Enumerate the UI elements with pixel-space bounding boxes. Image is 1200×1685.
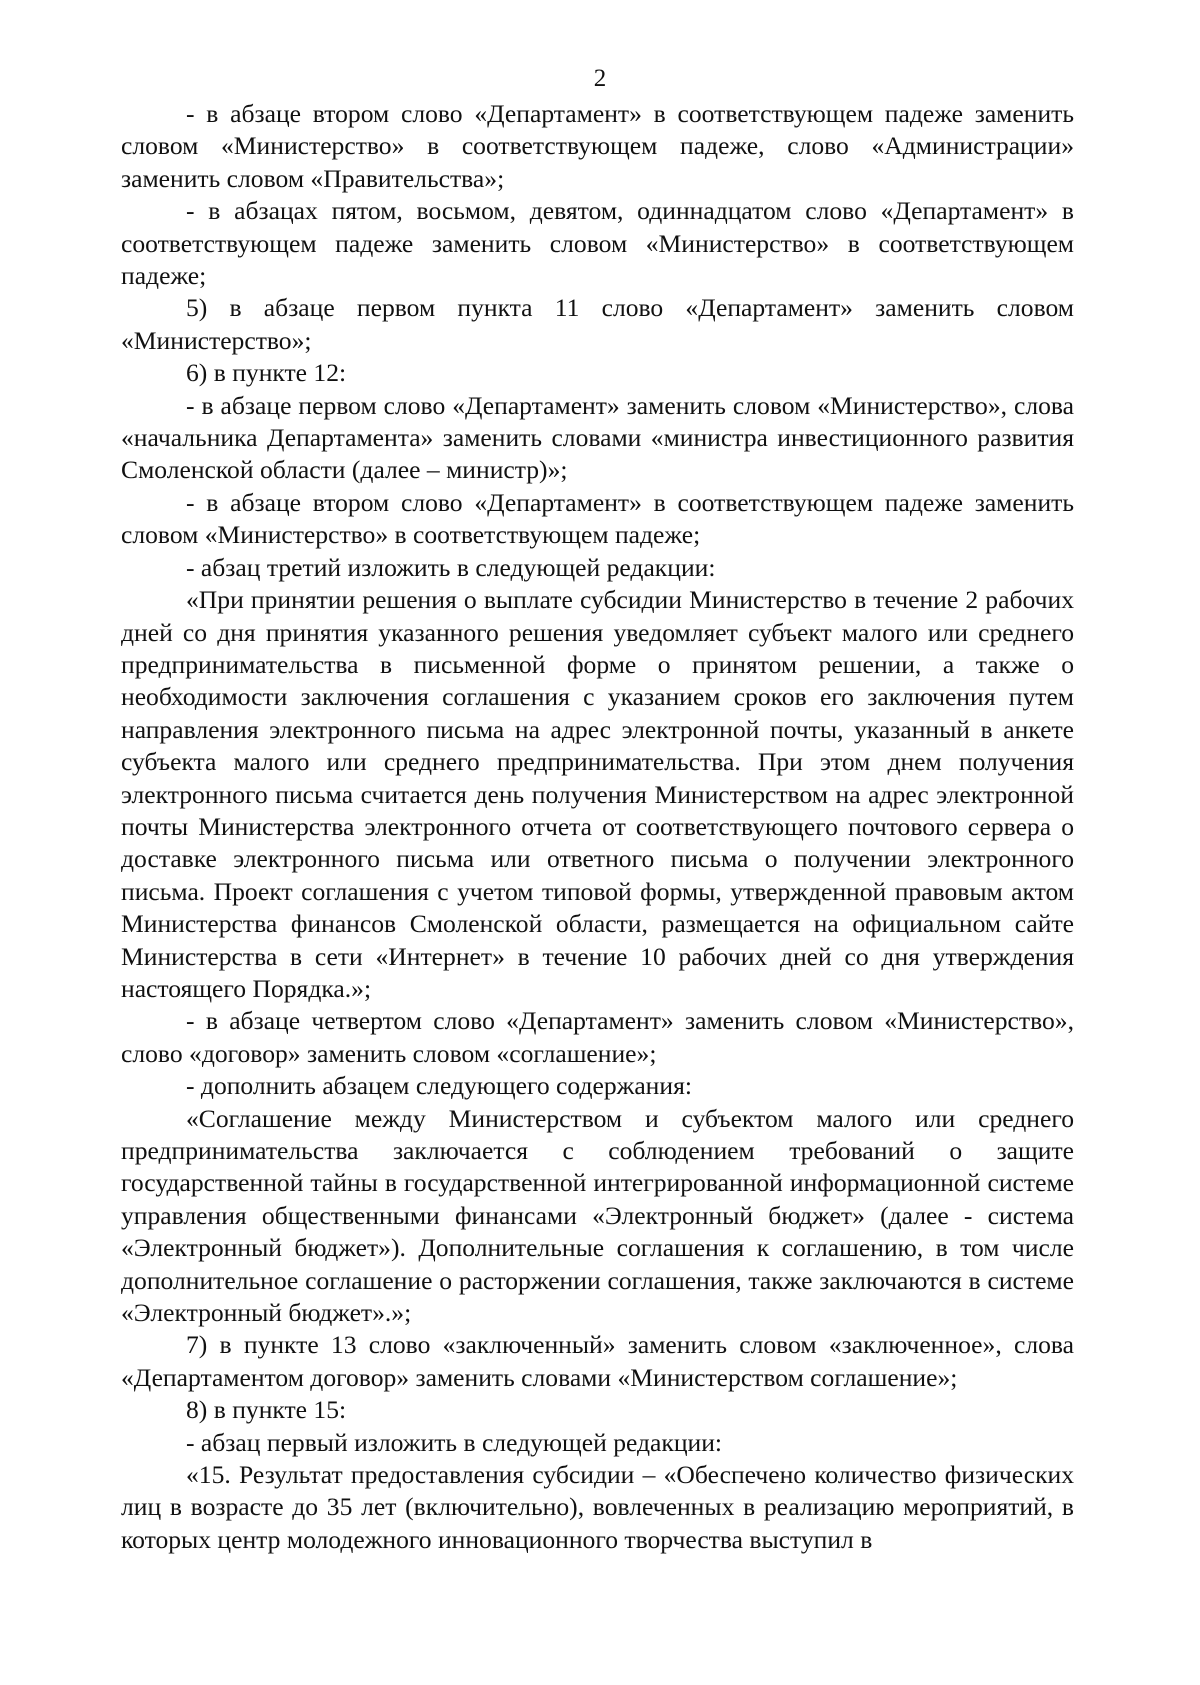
paragraph: 5) в абзаце первом пункта 11 слово «Департамент» заменить словом «Министерство»; <box>121 293 1074 355</box>
paragraph: 7) в пункте 13 слово «заключенный» заменить словом «заключенное», слова «Департаментом договор» заменить словами «Министерством соглашение»; <box>121 1330 1074 1392</box>
paragraph: «Соглашение между Министерством и субъектом малого или среднего предпринимательства заключается с соблюдением требований о защите государственной тайны в государственной интегрированной информационной системе управления общественными финансами «Электронный бюджет» (далее - система «Электронный бюджет»). Дополнительные соглашения к соглашению, в том числе дополнительное соглашение о расторжении соглашения, также заключаются в системе «Электронный бюджет».»; <box>121 1103 1074 1328</box>
paragraph: - абзац первый изложить в следующей редакции: <box>186 1427 723 1457</box>
paragraph: - дополнить абзацем следующего содержания: <box>186 1071 692 1101</box>
page-number: 2 <box>593 65 607 92</box>
paragraph: - в абзаце втором слово «Департамент» в соответствующем падеже заменить словом «Министерство» в соответствующем падеже, слово «Администрации» заменить словом «Правительства»; <box>121 99 1074 193</box>
paragraph: 8) в пункте 15: <box>186 1395 347 1425</box>
document-body <box>121 98 1074 1556</box>
paragraph: - в абзаце первом слово «Департамент» заменить словом «Министерство», слова «начальника Департамента» заменить словами «министра инвестиционного развития Смоленской области (далее – министр)»; <box>121 390 1074 485</box>
paragraph: - в абзаце четвертом слово «Департамент» заменить словом «Министерство», слово «договор» заменить словом «соглашение»; <box>121 1006 1074 1068</box>
paragraph: - в абзаце втором слово «Департамент» в соответствующем падеже заменить словом «Министерство» в соответствующем падеже; <box>121 487 1074 550</box>
paragraph: 6) в пункте 12: <box>186 358 347 388</box>
paragraph: «15. Результат предоставления субсидии – «Обеспечено количество физических лиц в возрасте до 35 лет (включительно), вовлеченных в реализацию мероприятий, в которых центр молодежного инновационного творчества выступил в <box>121 1460 1074 1554</box>
paragraph: - абзац третий изложить в следующей редакции: <box>186 552 716 582</box>
paragraph: - в абзацах пятом, восьмом, девятом, одиннадцатом слово «Департамент» в соответствующем падеже заменить словом «Министерство» в соответствующем падеже; <box>121 196 1074 291</box>
paragraph: «При принятии решения о выплате субсидии Министерство в течение 2 рабочих дней со дня принятия указанного решения уведомляет субъект малого или среднего предпринимательства в письменной форме о принятом решении, а также о необходимости заключения соглашения с указанием сроков его заключения путем направления электронного письма на адрес электронной почты, указанный в анкете субъекта малого или среднего предпринимательства. При этом днем получения электронного письма считается день получения Министерством на адрес электронной почты Министерства электронного отчета от соответствующего почтового сервера о доставке электронного письма или ответного письма о получении электронного письма. Проект соглашения с учетом типовой формы, утвержденной правовым актом Министерства финансов Смоленской области, размещается на официальном сайте Министерства в сети «Интернет» в течение 10 рабочих дней со дня утверждения настоящего Порядка.»; <box>121 585 1074 1003</box>
